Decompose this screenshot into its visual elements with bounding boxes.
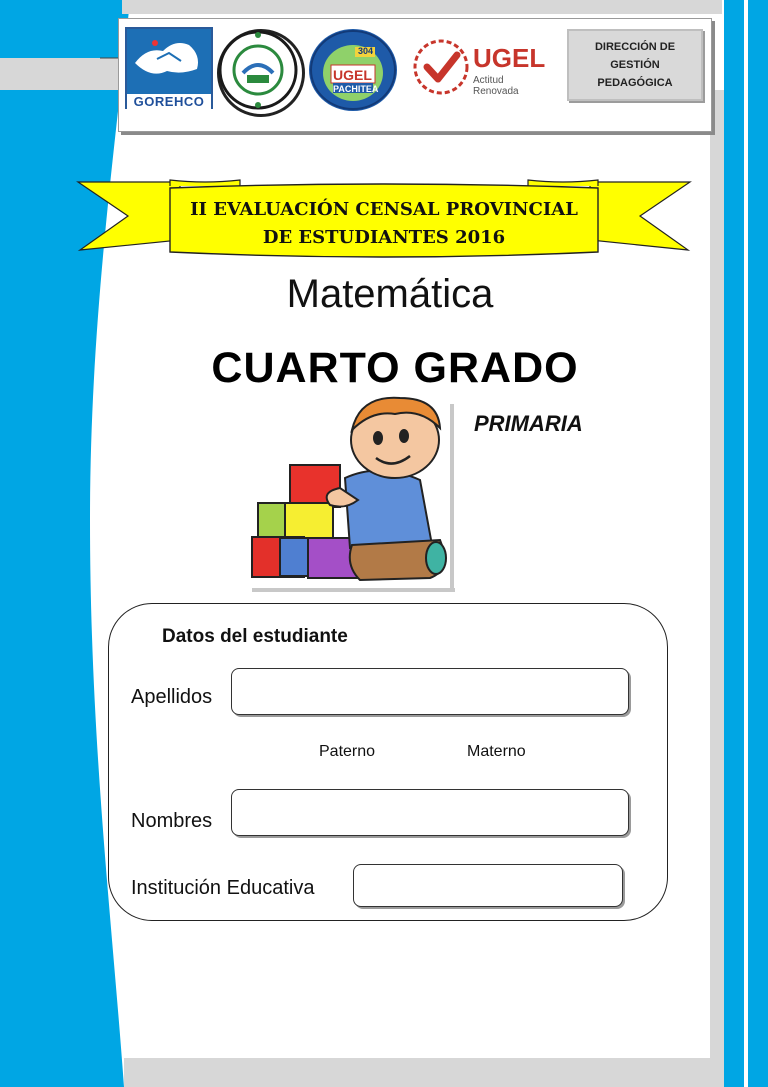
left-blue-wave bbox=[0, 0, 130, 1087]
banner-line-1: II EVALUACIÓN CENSAL PROVINCIAL bbox=[190, 199, 578, 220]
paternal-surname-label: Paterno bbox=[319, 743, 376, 760]
surname-label: Apellidos bbox=[131, 686, 213, 708]
map-icon bbox=[127, 29, 211, 89]
subject-title: Matemática bbox=[286, 272, 494, 316]
seal-icon bbox=[217, 29, 299, 111]
bottom-gray-strip bbox=[124, 1058, 724, 1087]
institution-field[interactable] bbox=[353, 864, 623, 907]
banner-line-2: DE ESTUDIANTES 2016 bbox=[262, 227, 506, 248]
ugel-pachitea-seal bbox=[309, 29, 397, 111]
direccion-regional-educacion-huanuco-seal bbox=[217, 29, 305, 117]
right-blue-bar-1 bbox=[724, 0, 744, 1087]
top-gray-strip bbox=[122, 0, 722, 14]
right-blue-bar-2 bbox=[748, 0, 768, 1087]
evaluation-banner bbox=[172, 196, 596, 252]
maternal-surname-label: Materno bbox=[467, 743, 526, 760]
header-logos-box bbox=[118, 18, 712, 132]
gorehco-logo bbox=[125, 27, 213, 109]
level-label: PRIMARIA bbox=[474, 411, 583, 436]
form-title: Datos del estudiante bbox=[162, 626, 348, 647]
names-label: Nombres bbox=[131, 810, 213, 832]
ugel-pachitea-place: PACHITEA bbox=[333, 84, 379, 94]
child-playing-with-blocks-illustration bbox=[252, 398, 455, 590]
ugel-actitud-renovada-logo bbox=[411, 37, 551, 97]
institution-label: Institución Educativa bbox=[131, 877, 315, 899]
department-box bbox=[567, 29, 703, 101]
ugel-pachitea-number: 304 bbox=[358, 46, 374, 56]
ugel-pachitea-wordmark: UGEL bbox=[333, 67, 372, 83]
ugel-brand-text: UGEL bbox=[473, 43, 546, 73]
department-name: DIRECCIÓN DE GESTIÓN PEDAGÓGICA bbox=[594, 41, 676, 89]
right-gray-strip bbox=[710, 90, 724, 1087]
top-left-gray-strip bbox=[0, 58, 118, 90]
ugel-tagline-text: Actitud Renovada bbox=[473, 75, 519, 97]
names-field[interactable] bbox=[231, 789, 629, 836]
surname-field[interactable] bbox=[231, 668, 629, 715]
grade-title: CUARTO GRADO bbox=[211, 344, 579, 392]
gorehco-wordmark: GOREHCO bbox=[127, 94, 211, 109]
check-circle-icon bbox=[411, 37, 471, 97]
